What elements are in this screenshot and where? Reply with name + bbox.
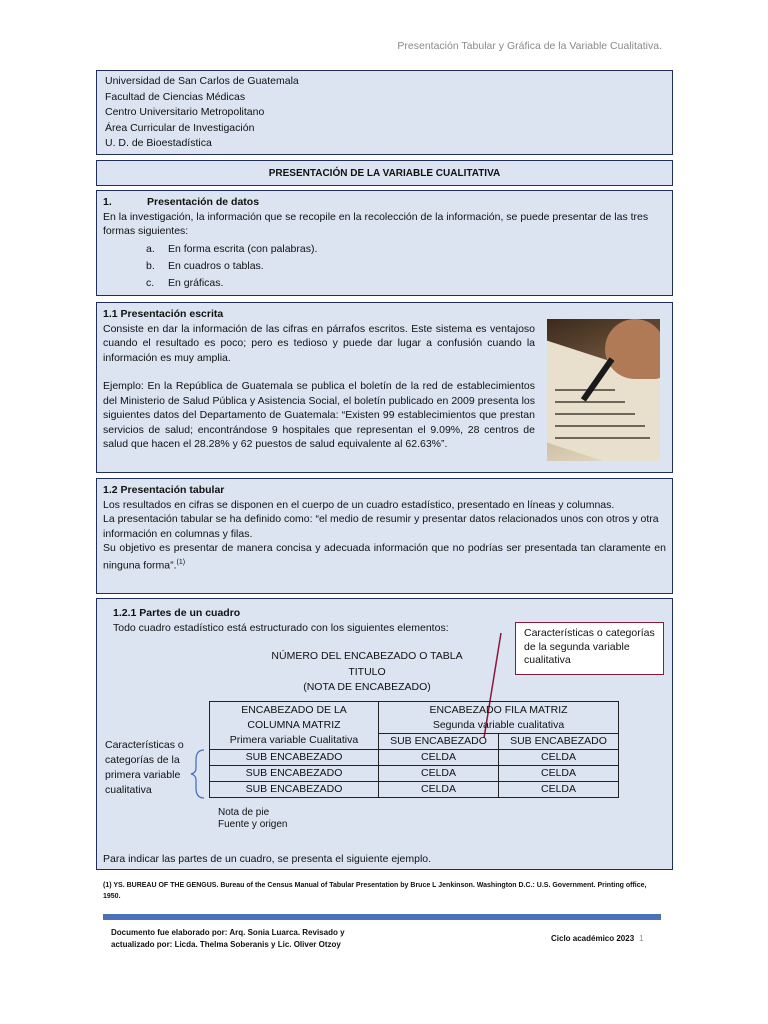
section-1-2-definition: La presentación tabular se ha definido como: “el medio de resumir y presentar datos relacionados unos con otros y otra información en columnas y filas. bbox=[103, 513, 659, 540]
section-1-1-example: Ejemplo: En la República de Guatemala se publica el boletín de la red de establecimientos del Ministerio de Salud Pública y Asistencia Social, el boletín publicado en 2009 presenta los siguientes datos del Departamento de Guatemala: “Existen 99 establecimientos que prestan servicios de salud; encontrándose 9 hospitales que representan el 9.09%, 28 centros de salud que hacen el 28.28% y 62 puestos de salud equivalente al 62.63%”. bbox=[103, 380, 535, 450]
page-number: 1 bbox=[639, 934, 644, 943]
table-title-label: TITULO bbox=[348, 665, 386, 678]
table-structure bbox=[209, 701, 619, 798]
column-matrix-line: COLUMNA MATRIZ bbox=[247, 719, 341, 731]
second-variable-callout: Características o categorías de la segunda variable cualitativa bbox=[515, 622, 664, 675]
table-source-label: Fuente y origen bbox=[218, 819, 288, 830]
section-1-2-heading: 1.2 Presentación tabular bbox=[103, 484, 225, 496]
first-variable-label: Características o categorías de la primera variable cualitativa bbox=[105, 739, 184, 796]
list-marker: b. bbox=[146, 259, 155, 272]
footer-cycle bbox=[551, 934, 644, 943]
row-header-cell: SUB ENCABEZADO bbox=[210, 782, 379, 798]
section-1-number: 1. bbox=[103, 196, 112, 208]
running-header: Presentación Tabular y Gráfica de la Variable Cualitativa. bbox=[397, 40, 662, 52]
main-title: PRESENTACIÓN DE LA VARIABLE CUALITATIVA bbox=[96, 160, 673, 186]
row-header-cell: SUB ENCABEZADO bbox=[210, 766, 379, 782]
data-cell: CELDA bbox=[379, 750, 499, 766]
sub-header-cell: SUB ENCABEZADO bbox=[499, 734, 619, 750]
section-1-2-1-heading: 1.2.1 Partes de un cuadro bbox=[113, 607, 241, 619]
section-1-2-objective-text: Su objetivo es presentar de manera concisa y adecuada información que no podrías ser presentada tan claramente en ninguna forma”. bbox=[103, 542, 666, 571]
table-row bbox=[210, 766, 619, 782]
table-footnote-label: Nota de pie bbox=[218, 807, 270, 818]
list-label: En cuadros o tablas. bbox=[168, 259, 264, 272]
row-matrix-header bbox=[379, 702, 619, 734]
section-1-2-1-closing: Para indicar las partes de un cuadro, se presenta el siguiente ejemplo. bbox=[103, 853, 432, 865]
data-cell: CELDA bbox=[499, 782, 619, 798]
column-matrix-line: ENCABEZADO DE LA bbox=[241, 704, 347, 716]
academic-cycle-label: Ciclo académico 2023 bbox=[551, 934, 635, 943]
institution-line: Facultad de Ciencias Médicas bbox=[105, 90, 246, 103]
table-number-label: NÚMERO DEL ENCABEZADO O TABLA bbox=[271, 650, 463, 662]
footer-credits bbox=[111, 927, 345, 951]
list-label: En forma escrita (con palabras). bbox=[168, 242, 318, 255]
data-cell: CELDA bbox=[379, 766, 499, 782]
footer-credits-line: Documento fue elaborado por: Arq. Sonia Luarca. Revisado y bbox=[111, 928, 345, 937]
section-1-1-heading: 1.1 Presentación escrita bbox=[103, 308, 224, 320]
left-brace bbox=[191, 750, 204, 798]
row-matrix-line: ENCABEZADO FILA MATRIZ bbox=[429, 703, 568, 716]
institution-line: Centro Universitario Metropolitano bbox=[105, 106, 265, 118]
data-cell: CELDA bbox=[499, 750, 619, 766]
table-row bbox=[210, 750, 619, 766]
institution-line: Universidad de San Carlos de Guatemala bbox=[105, 75, 299, 87]
bibliographic-footnote: (1) YS. BUREAU OF THE GENGUS. Bureau of the Census Manual of Tabular Presentation by Bruce L Jenkinson. Washington D.C.: U.S. Government. Printing office, 1950. bbox=[103, 882, 647, 900]
list-marker: c. bbox=[146, 276, 155, 289]
list-marker: a. bbox=[146, 242, 155, 255]
data-cell: CELDA bbox=[499, 766, 619, 782]
data-cell: CELDA bbox=[379, 782, 499, 798]
institution-line: Área Curricular de Investigación bbox=[105, 121, 255, 134]
footer-credits-line: actualizado por: Licda. Thelma Soberanis y Lic. Oliver Otzoy bbox=[111, 940, 341, 949]
row-header-cell: SUB ENCABEZADO bbox=[210, 750, 379, 766]
column-matrix-line: Primera variable Cualitativa bbox=[229, 734, 359, 746]
list-label: En gráficas. bbox=[168, 276, 224, 289]
section-1-2-1-intro: Todo cuadro estadístico está estructurado con los siguientes elementos: bbox=[113, 622, 449, 634]
reference-marker: (1) bbox=[176, 558, 186, 566]
section-1-title: Presentación de datos bbox=[147, 196, 260, 208]
institution-line: U. D. de Bioestadística bbox=[105, 137, 212, 149]
sub-header-cell: SUB ENCABEZADO bbox=[379, 734, 499, 750]
section-1-2-paragraph: Los resultados en cifras se disponen en el cuerpo de un cuadro estadístico, presentado en líneas y columnas. bbox=[103, 498, 615, 511]
table-note-label: (NOTA DE ENCABEZADO) bbox=[303, 681, 431, 693]
column-matrix-header bbox=[210, 702, 379, 750]
row-matrix-line: Segunda variable cualitativa bbox=[432, 718, 565, 731]
footer-divider-bar bbox=[103, 914, 661, 920]
section-1-text: En la investigación, la información que se recopile en la recolección de la información, se puede presentar de las tres formas siguientes: bbox=[103, 210, 649, 237]
section-1-1-paragraph: Consiste en dar la información de las cifras en párrafos escritos. Este sistema es ventajoso cuando el resultado es poco; pero es tedioso y puede dar lugar a confusión cuando la información es muy amplia. bbox=[103, 322, 535, 364]
table-row bbox=[210, 782, 619, 798]
